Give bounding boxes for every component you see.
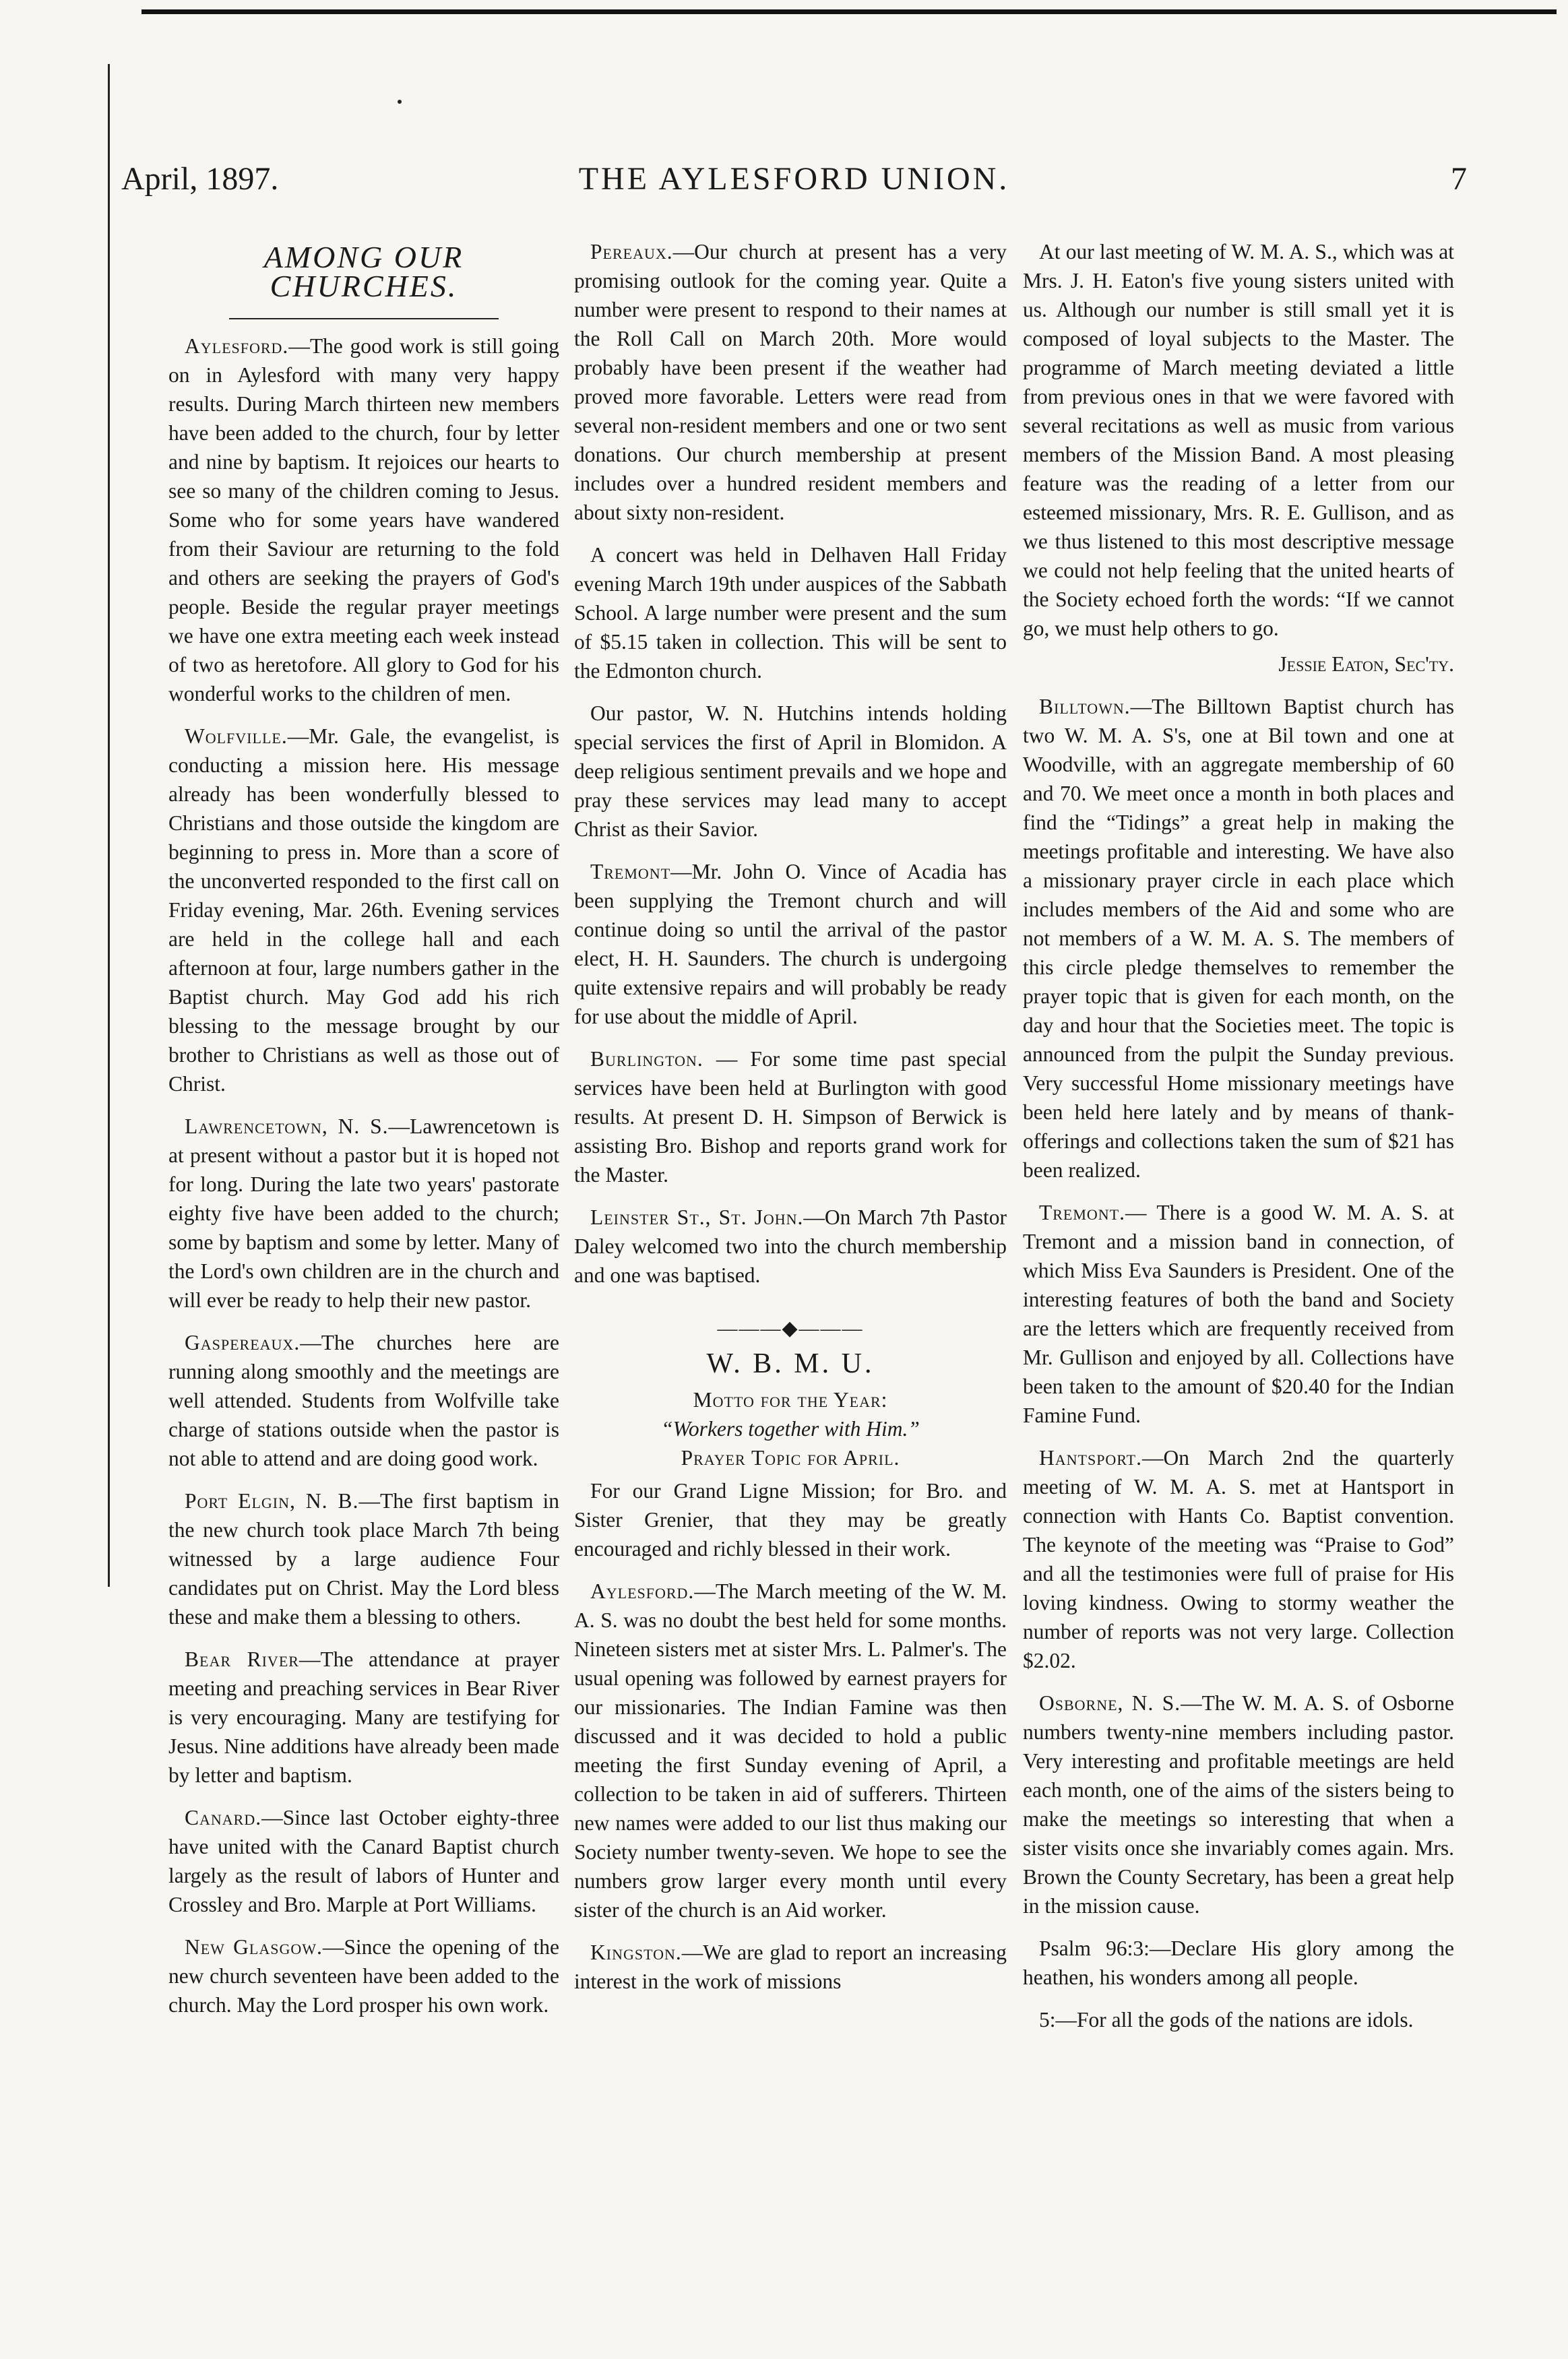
article-paragraph — [168, 1328, 559, 1473]
article-paragraph — [168, 722, 559, 1098]
article-paragraph — [1023, 1443, 1454, 1675]
prayer-topic-label: Prayer Topic for April. — [681, 1446, 900, 1470]
article-text: A concert was held in Delhaven Hall Friday evening March 19th under auspices of the Sabbath School. A large number were present and the sum of $5.15 taken in collection. This will be sent to the Edmonton church. — [574, 543, 1007, 683]
article-paragraph — [574, 1938, 1007, 1996]
section-title-rule — [229, 318, 499, 319]
article-text: —Since the opening of the new church seventeen have been added to the church. May the Lord prosper his own work. — [168, 1935, 559, 2017]
article-lead: Osborne, N. S. — [1039, 1691, 1181, 1715]
article-text: — For some time past special services have been held at Burlington with good results. At present D. H. Simpson of Berwick is assisting Bro. Bishop and reports grand work for the Master. — [574, 1047, 1007, 1187]
motto-text: “Workers together with Him.” — [661, 1417, 920, 1441]
header-title: THE AYLESFORD UNION. — [578, 161, 1010, 197]
column-2 — [574, 237, 1007, 2326]
article-text: —Mr. John O. Vince of Acadia has been supplying the Tremont church and will continue doing so until the arrival of the pastor elect, H. H. Saunders. The church is undergoing quite extensive repairs and will probably be ready for use about the middle of April. — [574, 860, 1007, 1028]
column-2-articles — [574, 237, 1007, 1290]
margin-dot — [398, 100, 402, 104]
article-paragraph — [1023, 2005, 1454, 2034]
article-paragraph — [574, 857, 1007, 1031]
article-paragraph — [1023, 1689, 1454, 1920]
page-header — [121, 160, 1467, 201]
article-paragraph — [168, 1486, 559, 1631]
article-paragraph — [574, 237, 1007, 527]
article-text: At our last meeting of W. M. A. S., which was at Mrs. J. H. Eaton's five young sisters united with us. Although our number is still small yet it is composed of loyal subjects to the Master. The programme of March meeting deviated a little from previous ones in that we were favored with several recitations as well as music from various members of the Mission Band. A most pleasing feature was the reading of a letter from our esteemed missionary, Mrs. R. E. Gullison, and as we thus listened to this most descriptive message we could not help feeling that the united hearts of the Society echoed forth the words: “If we cannot go, we must help others to go. — [1023, 240, 1454, 640]
article-paragraph — [168, 1803, 559, 1919]
article-lead: Tremont — [590, 860, 671, 883]
article-text: —Since last October eighty-three have united with the Canard Baptist church largely as the result of labors of Hunter and Crossley and Bro. Marple at Port Williams. — [168, 1806, 559, 1916]
article-paragraph — [574, 1203, 1007, 1290]
article-paragraph — [574, 540, 1007, 685]
article-text: —The W. M. A. S. of Osborne numbers twenty-nine members including pastor. Very interesting and profitable meetings are held each month, one of the aims of the sisters being to make the meetings so interesting that when a sister visits once she invariably comes again. Mrs. Brown the County Secretary, has been a great help in the mission cause. — [1023, 1691, 1454, 1918]
wbmu-separator: ———◆——— — [717, 1317, 864, 1340]
prayer-topic-text: For our Grand Ligne Mission; for Bro. and Sister Grenier, that they may be greatly encouraged and richly blessed in their work. — [574, 1479, 1007, 1561]
article-text: —The churches here are running along smoothly and the meetings are well attended. Students from Wolfville take charge of stations outside when the pastor is not able to attend and are doing good work. — [168, 1331, 559, 1470]
article-paragraph — [1023, 237, 1454, 643]
article-lead: Burlington. — [590, 1047, 703, 1071]
article-paragraph — [574, 1577, 1007, 1924]
article-text: —The March meeting of the W. M. A. S. was no doubt the best held for some months. Nineteen sisters met at sister Mrs. L. Palmer's. The usual opening was followed by earnest prayers for our missionaries. The Indian Famine was then discussed and it was decided to hold a public meeting the first Sunday evening of April, a collection to be taken in aid of sufferers. Thirteen new names were added to our list thus making our Society number twenty-seven. We hope to see the numbers grow larger every month until every sister of the church is an Aid worker. — [574, 1579, 1007, 1922]
article-text: 5:—For all the gods of the nations are idols. — [1039, 2008, 1414, 2032]
column-3-continued-report — [1023, 237, 1454, 643]
motto-label: Motto for the Year: — [693, 1388, 888, 1412]
article-lead: Port Elgin, N. B. — [185, 1489, 359, 1513]
article-lead: Canard. — [185, 1806, 262, 1829]
article-lead: Aylesford. — [590, 1579, 695, 1603]
article-paragraph — [574, 1044, 1007, 1189]
article-text: —On March 7th Pastor Daley welcomed two into the church membership and one was baptised. — [574, 1205, 1007, 1287]
article-text: —The Billtown Baptist church has two W. M. A. S's, one at Bil town and one at Woodville, with an aggregate membership of 60 and 70. We meet once a month in both places and find the “Tidings” a great help in making the meetings profitable and interesting. We have also a missionary prayer circle in each place which includes members of the Aid and some who are not members of a W. M. A. S. The members of this circle pledge themselves to remember the prayer topic that is given for each month, on the day and hour that the Societies meet. The topic is announced from the pulpit the Sunday previous. Very successful Home missionary meetings have been held here lately and by means of thank-offerings and collections taken the sum of $21 has been realized. — [1023, 695, 1454, 1182]
article-paragraph — [168, 1932, 559, 2019]
article-text: — There is a good W. M. A. S. at Tremont and a mission band in connection, of which Miss Eva Saunders is President. One of the interesting features of both the band and Society are the letters which are frequently received from Mr. Gullison and enjoyed by all. Collections have been taken to the amount of $20.40 for the Indian Famine Fund. — [1023, 1201, 1454, 1427]
article-paragraph — [168, 1112, 559, 1315]
top-rule — [142, 9, 1557, 14]
article-paragraph — [168, 332, 559, 708]
article-text: —The good work is still going on in Aylesford with many very happy results. During March thirteen new members have been added to the church, four by letter and nine by baptism. It rejoices our hearts to see so many of the children coming to Jesus. Some who for some years have wandered from their Saviour are returning to the fold and others are seeking the prayers of God's people. Beside the regular prayer meetings we have one extra meeting each week instead of two as heretofore. All glory to God for his wonderful works to the children of men. — [168, 334, 559, 705]
article-lead: Leinster St., St. John. — [590, 1205, 804, 1229]
article-lead: Lawrencetown, N. S. — [185, 1114, 389, 1138]
header-date: April, 1897. — [121, 161, 279, 197]
article-text: Our pastor, W. N. Hutchins intends holding special services the first of April in Blomidon. A deep religious sentiment prevails and we hope and pray these services may lead many to accept Christ as their Savior. — [574, 701, 1007, 841]
article-paragraph — [1023, 1934, 1454, 1992]
article-lead: Tremont. — [1039, 1201, 1126, 1224]
article-text: —On March 2nd the quarterly meeting of W. M. A. S. met at Hantsport in connection with Hants Co. Baptist convention. The keynote of the meeting was “Praise to God” and all the testimonies were full of praise for His loving kindness. Owing to stormy weather the number of reports was not very large. Collection $2.02. — [1023, 1446, 1454, 1672]
article-text: —We are glad to report an increasing interest in the work of missions — [574, 1941, 1007, 1993]
article-paragraph — [574, 699, 1007, 844]
article-paragraph — [1023, 1198, 1454, 1430]
article-lead: Wolfville. — [185, 724, 288, 748]
article-text: —Our church at present has a very promising outlook for the coming year. Quite a number were present to respond to their names at the Roll Call on March 20th. More would probably have been present if the weather had proved more favorable. Letters were read from several non-resident members and one or two sent donations. Our church membership at present includes over a hundred resident members and about sixty non-resident. — [574, 240, 1007, 524]
article-text: —The first baptism in the new church took place March 7th being witnessed by a large audience Four candidates put on Christ. May the Lord bless these and make them a blessing to others. — [168, 1489, 559, 1629]
binding-margin-line — [108, 64, 110, 1587]
article-text: Psalm 96:3:—Declare His glory among the heathen, his wonders among all people. — [1023, 1937, 1454, 1989]
article-text: —Mr. Gale, the evangelist, is conducting a mission here. His message already has been wonderfully blessed to Christians and those outside the kingdom are beginning to press in. More than a score of the unconverted responded to the first call on Friday evening, Mar. 26th. Evening services are held in the college hall and each afternoon at four, large numbers gather in the Baptist church. May God add his rich blessing to the message brought by our brother to Christians as well as those out of Christ. — [168, 724, 559, 1096]
article-lead: Hantsport. — [1039, 1446, 1142, 1470]
article-lead: Aylesford. — [185, 334, 289, 358]
article-paragraph — [1023, 692, 1454, 1185]
column-3 — [1023, 237, 1454, 2326]
signature: Jessie Eaton, Sec'ty. — [1278, 652, 1454, 676]
article-lead: Kingston. — [590, 1941, 682, 1964]
section-title-churches: AMONG OUR CHURCHES. — [263, 240, 464, 303]
wbmu-title: W. B. M. U. — [706, 1348, 875, 1379]
column-1-articles — [168, 332, 559, 2019]
column-2-wbmu-reports — [574, 1577, 1007, 1996]
article-text: —The attendance at prayer meeting and preaching services in Bear River is very encouraging. Many are testifying for Jesus. Nine additions have already been made by letter and baptism. — [168, 1647, 559, 1787]
column-1 — [168, 237, 559, 2326]
article-lead: Pereaux. — [590, 240, 673, 263]
column-3-articles — [1023, 692, 1454, 2034]
article-lead: Billtown. — [1039, 695, 1131, 718]
header-page-number: 7 — [1451, 161, 1467, 197]
article-paragraph — [168, 1645, 559, 1790]
article-lead: Bear River — [185, 1647, 299, 1671]
article-text: —Lawrencetown is at present without a pastor but it is hoped not for long. During the late two years' pastorate eighty five have been added to the church; some by baptism and some by letter. Many of the Lord's own children are in the church and will ever be ready to help their new pastor. — [168, 1114, 559, 1312]
article-lead: Gaspereaux. — [185, 1331, 301, 1354]
article-lead: New Glasgow. — [185, 1935, 323, 1959]
